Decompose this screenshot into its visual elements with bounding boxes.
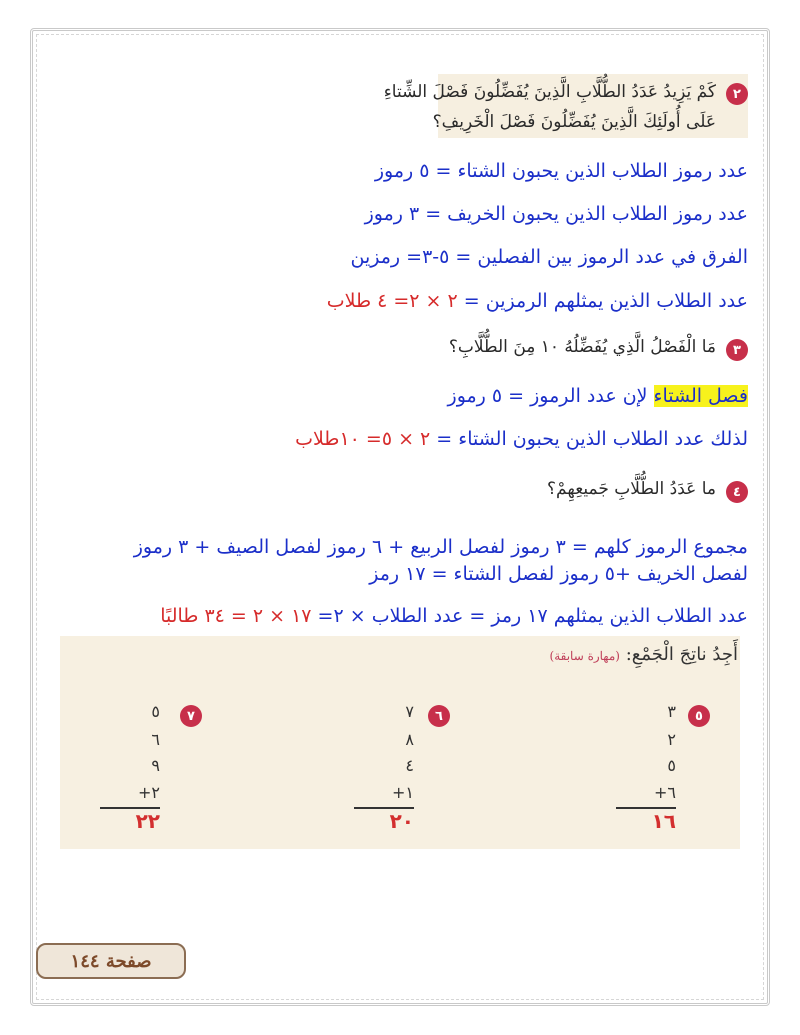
answer-4-line-2: لفصل الخريف +٥ رموز لفصل الشتاء = ١٧ رمز bbox=[369, 563, 748, 585]
problem-6-addend-2: ٨ bbox=[405, 730, 414, 749]
problem-7-addend-1: ٥ bbox=[151, 702, 160, 721]
answer-4-line-3 bbox=[52, 605, 748, 627]
problem-5-addend-2: ٢ bbox=[667, 730, 676, 749]
addition-section-title bbox=[550, 644, 738, 665]
addition-section-subtitle: (مهارة سابقة) bbox=[549, 649, 620, 663]
question-3-badge: ٣ bbox=[726, 339, 748, 361]
answer-3-line-2 bbox=[52, 428, 748, 450]
problem-7-total: ٢٢ bbox=[135, 809, 160, 833]
question-2-badge: ٢ bbox=[726, 83, 748, 105]
problem-5-total: ١٦ bbox=[651, 809, 676, 833]
question-2-line-2: عَلَى أُولَئِكَ الَّذِينَ يُفَضِّلُونَ فَصْلَ الْخَرِيفِ؟ bbox=[432, 112, 716, 132]
problem-7-addend-4: ٢+ bbox=[138, 783, 160, 802]
answer-3-line-2-text: لذلك عدد الطلاب الذين يحبون الشتاء = bbox=[430, 428, 748, 450]
answer-2-line-4 bbox=[52, 290, 748, 312]
problem-6-badge: ٦ bbox=[428, 705, 450, 727]
answer-2-line-2: عدد رموز الطلاب الذين يحبون الخريف = ٣ رموز bbox=[364, 203, 748, 225]
answer-3-line-2-result: ٢ × ٥= ١٠طلاب bbox=[295, 428, 431, 450]
answer-4-line-3-result: ١٧ × ٢ = ٣٤ طالبًا bbox=[160, 605, 312, 627]
addition-section-heading: أَجِدُ ناتِجَ الْجَمْعِ: bbox=[625, 644, 738, 665]
page-number-label: صفحة ١٤٤ bbox=[36, 943, 186, 979]
answer-3-highlight: فصل الشتاء bbox=[653, 385, 748, 407]
problem-6-addend-3: ٤ bbox=[405, 756, 414, 775]
answer-2-line-4-result: ٢ × ٢= ٤ طلاب bbox=[326, 290, 458, 312]
answer-3-line-1 bbox=[52, 385, 748, 407]
question-3-text: مَا الْفَصْلُ الَّذِي يُفَضِّلُهُ ١٠ مِنَ الطُّلَّابِ؟ bbox=[448, 337, 716, 357]
problem-7-addend-2: ٦ bbox=[151, 730, 160, 749]
problem-6-total: ٢٠ bbox=[389, 809, 414, 833]
problem-6-addend-4: ١+ bbox=[392, 783, 414, 802]
problem-5-addend-1: ٣ bbox=[667, 702, 676, 721]
answer-4-line-1: مجموع الرموز كلهم = ٣ رموز لفصل الربيع + ٦ رموز لفصل الصيف + ٣ رموز bbox=[133, 536, 748, 558]
problem-5-badge: ٥ bbox=[688, 705, 710, 727]
problem-5-addend-3: ٥ bbox=[667, 756, 676, 775]
problem-6-addend-1: ٧ bbox=[405, 702, 414, 721]
question-4-text: ما عَدَدُ الطُّلَّابِ جَميعِهِمْ؟ bbox=[547, 479, 716, 499]
problem-5-addend-4: ٦+ bbox=[654, 783, 676, 802]
problem-7-badge: ٧ bbox=[180, 705, 202, 727]
problem-7-addend-3: ٩ bbox=[151, 756, 160, 775]
answer-4-line-3-text: عدد الطلاب الذين يمثلهم ١٧ رمز = عدد الطلاب × ٢= bbox=[311, 605, 748, 627]
answer-2-line-1: عدد رموز الطلاب الذين يحبون الشتاء = ٥ رموز bbox=[374, 160, 748, 182]
answer-2-line-4-text: عدد الطلاب الذين يمثلهم الرمزين = bbox=[457, 290, 748, 312]
question-4-badge: ٤ bbox=[726, 481, 748, 503]
question-2-line-1: كَمْ يَزِيدُ عَدَدُ الطُّلَّابِ الَّذِينَ يُفَضِّلُونَ فَصْلَ الشِّتاءِ bbox=[383, 82, 716, 102]
answer-3-line-1-rest: لإن عدد الرموز = ٥ رموز bbox=[447, 385, 654, 407]
answer-2-line-3: الفرق في عدد الرموز بين الفصلين = ٥-٣= رمزين bbox=[350, 246, 748, 268]
